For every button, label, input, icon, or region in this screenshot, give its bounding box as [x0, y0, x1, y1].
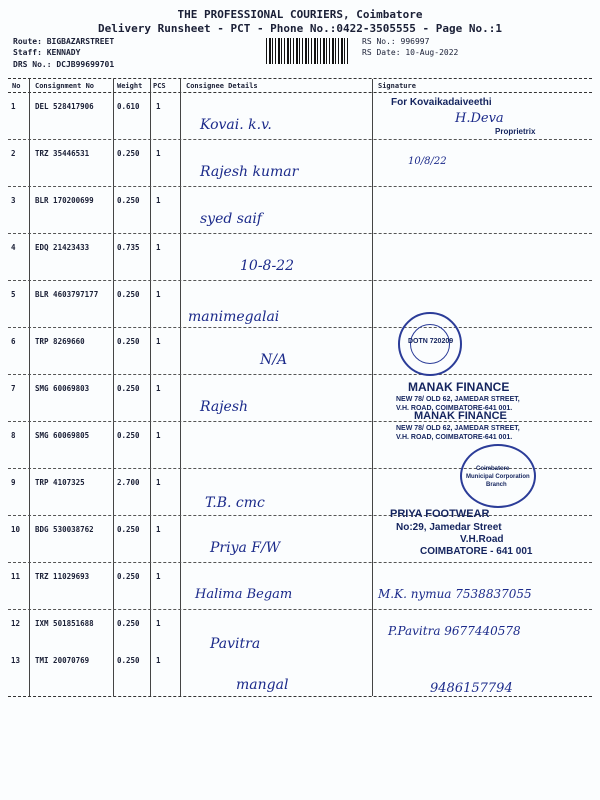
weight-value: 0.250 [117, 196, 140, 205]
consignee-handwriting: Rajesh [200, 399, 249, 415]
table-bottom-rule [8, 696, 592, 697]
weight-value: 0.250 [117, 572, 140, 581]
manak-stamp-address: NEW 78/ OLD 62, JAMEDAR STREET, [396, 425, 520, 432]
consignment-number: TMI 20070769 [35, 656, 90, 665]
pieces-count: 1 [156, 525, 161, 534]
pieces-count: 1 [156, 149, 161, 158]
consignee-handwriting: mangal [236, 677, 289, 693]
col-header-no: No [12, 82, 21, 90]
weight-value: 0.250 [117, 431, 140, 440]
table-row [0, 187, 600, 234]
route-label: Route: BIGBAZARSTREET [13, 37, 115, 46]
weight-value: 0.610 [117, 102, 140, 111]
pieces-count: 1 [156, 384, 161, 393]
row-number: 8 [11, 431, 16, 440]
consignee-handwriting: N/A [260, 352, 288, 368]
consignee-handwriting: T.B. cmc [205, 495, 265, 511]
consignment-number: TRP 8269660 [35, 337, 85, 346]
row-number: 12 [11, 619, 21, 628]
barcode [266, 38, 348, 64]
row-number: 3 [11, 196, 16, 205]
weight-value: 0.250 [117, 337, 140, 346]
rs-date: RS Date: 10-Aug-2022 [362, 48, 459, 57]
row-number: 6 [11, 337, 16, 346]
manak-stamp-address: V.H. ROAD, COIMBATORE-641 001. [396, 434, 513, 441]
pieces-count: 1 [156, 102, 161, 111]
weight-value: 0.250 [117, 525, 140, 534]
col-header-signature: Signature [378, 82, 416, 90]
drs-number: DRS No.: DCJB99699701 [13, 60, 115, 69]
priya-stamp-address: COIMBATORE - 641 001 [420, 546, 533, 557]
col-header-consignment: Consignment No [35, 82, 95, 90]
weight-value: 0.250 [117, 290, 140, 299]
consignee-handwriting: 10-8-22 [240, 258, 294, 274]
consignee-handwriting: Halima Begam [195, 587, 293, 602]
consignee-handwriting: Kovai. k.v. [200, 117, 272, 133]
signature-handwriting: P.Pavitra 9677440578 [388, 624, 521, 638]
consignment-number: SMG 60069805 [35, 431, 90, 440]
pieces-count: 1 [156, 431, 161, 440]
weight-value: 0.735 [117, 243, 140, 252]
consignee-handwriting: manimegalai [188, 309, 280, 325]
postal-seal-text: DOTN 720209 [408, 338, 454, 345]
pieces-count: 1 [156, 243, 161, 252]
pieces-count: 1 [156, 572, 161, 581]
signature-handwriting: M.K. nymua 7538837055 [378, 587, 532, 601]
table-row [0, 140, 600, 187]
header-rule-top [8, 78, 592, 79]
weight-value: 0.250 [117, 384, 140, 393]
corporation-seal-text: Municipal Corporation [466, 474, 530, 480]
weight-value: 2.700 [117, 478, 140, 487]
rs-number: RS No.: 996997 [362, 37, 430, 46]
manak-stamp-name: MANAK FINANCE [414, 410, 507, 422]
priya-stamp-address: No:29, Jamedar Street [396, 522, 502, 533]
consignment-number: BLR 170200699 [35, 196, 94, 205]
pieces-count: 1 [156, 196, 161, 205]
row-number: 4 [11, 243, 16, 252]
consignment-number: DEL 528417906 [35, 102, 94, 111]
signature-handwriting: 9486157794 [430, 681, 513, 696]
staff-label: Staff: KENNADY [13, 48, 81, 57]
row-number: 5 [11, 290, 16, 299]
row-number: 10 [11, 525, 21, 534]
consignment-number: SMG 60069803 [35, 384, 90, 393]
corporation-seal-text: Coimbatore [476, 466, 510, 472]
consignment-number: BDG 530038762 [35, 525, 94, 534]
consignment-number: TRP 4107325 [35, 478, 85, 487]
consignment-number: IXM 501851688 [35, 619, 94, 628]
signature-handwriting: H.Deva [455, 111, 504, 126]
signature-handwriting: 10/8/22 [408, 156, 447, 167]
manak-stamp-address: V.H. ROAD, COIMBATORE-641 001. [396, 405, 513, 412]
pieces-count: 1 [156, 337, 161, 346]
consignment-number: TRZ 35446531 [35, 149, 90, 158]
pieces-count: 1 [156, 290, 161, 299]
kovai-stamp: For Kovaikadaiveethi [391, 97, 492, 108]
manak-stamp-name: MANAK FINANCE [408, 380, 510, 394]
weight-value: 0.250 [117, 619, 140, 628]
table-row [0, 328, 600, 375]
pieces-count: 1 [156, 478, 161, 487]
consignment-number: TRZ 11029693 [35, 572, 90, 581]
runsheet-subtitle: Delivery Runsheet - PCT - Phone No.:0422-3505555 - Page No.:1 [98, 22, 502, 35]
table-row [0, 563, 600, 610]
row-number: 2 [11, 149, 16, 158]
consignee-handwriting: Rajesh kumar [200, 164, 299, 180]
row-number: 7 [11, 384, 16, 393]
pieces-count: 1 [156, 656, 161, 665]
row-number: 11 [11, 572, 21, 581]
consignment-number: BLR 4603797177 [35, 290, 99, 299]
priya-stamp-address: V.H.Road [460, 534, 504, 545]
weight-value: 0.250 [117, 656, 140, 665]
consignee-handwriting: Pavitra [210, 636, 261, 652]
priya-stamp-name: PRIYA FOOTWEAR [390, 508, 490, 520]
corporation-seal [460, 444, 536, 508]
consignee-handwriting: syed saif [200, 211, 262, 227]
row-number: 13 [11, 656, 21, 665]
corporation-seal-text: Branch [486, 482, 507, 488]
consignee-handwriting: Priya F/W [210, 540, 281, 556]
row-number: 9 [11, 478, 16, 487]
col-header-pcs: PCS [153, 82, 166, 90]
table-row [0, 281, 600, 328]
col-header-consignee: Consignee Details [186, 82, 258, 90]
row-number: 1 [11, 102, 16, 111]
weight-value: 0.250 [117, 149, 140, 158]
consignment-number: EDQ 21423433 [35, 243, 90, 252]
col-header-weight: Weight [117, 82, 143, 90]
pieces-count: 1 [156, 619, 161, 628]
postal-seal [398, 312, 462, 376]
manak-stamp-address: NEW 78/ OLD 62, JAMEDAR STREET, [396, 396, 520, 403]
table-row [0, 647, 600, 694]
table-row [0, 234, 600, 281]
kovai-stamp-role: Proprietrix [495, 127, 536, 136]
runsheet-title: THE PROFESSIONAL COURIERS, Coimbatore [177, 8, 423, 21]
